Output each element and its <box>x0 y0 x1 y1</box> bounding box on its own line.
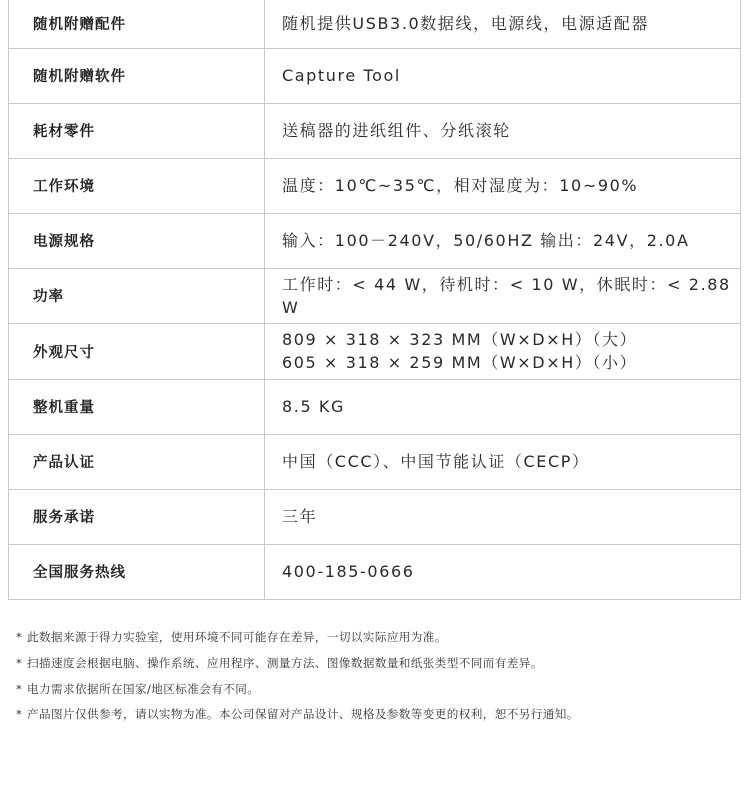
spec-row-power-spec <box>9 213 741 268</box>
spec-value-line: 送稿器的进纸组件、分纸滚轮 <box>282 121 511 140</box>
footnote-item <box>16 651 736 677</box>
spec-value <box>265 158 741 213</box>
spec-row-hotline <box>9 544 741 599</box>
footnote-asterisk: * <box>16 707 23 722</box>
spec-value-line: 400-185-0666 <box>282 562 415 581</box>
spec-label: 随机附赠配件 <box>9 0 265 48</box>
footnote-text: 电力需求依据所在国家/地区标准会有不同。 <box>27 681 260 696</box>
footnote-text: 产品图片仅供参考，请以实物为准。本公司保留对产品设计、规格及参数等变更的权利，恕不另行通知。 <box>27 707 579 722</box>
spec-label: 产品认证 <box>9 434 265 489</box>
footnote-asterisk: * <box>16 630 23 644</box>
spec-label: 电源规格 <box>9 213 265 268</box>
spec-value <box>265 48 741 103</box>
spec-row-service <box>9 489 741 544</box>
spec-value-line: 605 × 318 × 259 MM（W×D×H）（小） <box>282 353 638 372</box>
spec-row-software <box>9 48 741 103</box>
spec-row-environment <box>9 158 741 213</box>
footnote-item <box>16 702 736 728</box>
spec-label: 工作环境 <box>9 158 265 213</box>
spec-row-consumables <box>9 103 741 158</box>
spec-label: 功率 <box>9 268 265 323</box>
spec-value-line: 随机提供USB3.0数据线，电源线，电源适配器 <box>282 14 650 34</box>
spec-label: 全国服务热线 <box>9 544 265 599</box>
spec-label: 随机附赠软件 <box>9 48 265 103</box>
footnote-asterisk: * <box>16 681 23 696</box>
spec-row-weight <box>9 379 741 434</box>
spec-value-line: 809 × 318 × 323 MM（W×D×H）（大） <box>282 330 638 349</box>
spec-value <box>265 0 741 48</box>
spec-value-line: Capture Tool <box>282 66 401 85</box>
spec-label: 耗材零件 <box>9 103 265 158</box>
spec-label: 服务承诺 <box>9 489 265 544</box>
footnote-item <box>16 677 736 703</box>
spec-row-certification <box>9 434 741 489</box>
spec-value <box>265 213 741 268</box>
spec-value <box>265 323 741 379</box>
spec-label: 外观尺寸 <box>9 323 265 379</box>
spec-value <box>265 489 741 544</box>
spec-value-line: 输入：100－240V，50/60HZ 输出：24V，2.0A <box>282 231 690 250</box>
spec-value <box>265 268 741 323</box>
spec-value <box>265 544 741 599</box>
spec-value-line: 三年 <box>282 507 318 526</box>
spec-row-dimensions <box>9 323 741 379</box>
spec-value <box>265 379 741 434</box>
spec-value <box>265 434 741 489</box>
footnote-text: 扫描速度会根据电脑、操作系统、应用程序、测量方法、图像数据数量和纸张类型不同而有差异。 <box>27 655 543 670</box>
spec-row-accessories <box>9 0 741 48</box>
footnote-text: 此数据来源于得力实验室，使用环境不同可能存在差异，一切以实际应用为准。 <box>27 630 447 644</box>
spec-label: 整机重量 <box>9 379 265 434</box>
spec-table <box>8 0 741 600</box>
spec-value-line: 工作时：< 44 W，待机时：< 10 W，休眠时：< 2.88 W <box>282 274 731 317</box>
spec-value <box>265 103 741 158</box>
spec-value-line: 中国（CCC）、中国节能认证（CECP） <box>282 452 590 471</box>
spec-value-line: 温度：10℃~35℃，相对湿度为：10~90% <box>282 176 639 195</box>
spec-value-line: 8.5 KG <box>282 397 346 416</box>
footnotes <box>16 625 736 728</box>
spec-row-power-consumption <box>9 268 741 323</box>
footnote-asterisk: * <box>16 655 23 670</box>
footnote-item <box>16 625 736 651</box>
